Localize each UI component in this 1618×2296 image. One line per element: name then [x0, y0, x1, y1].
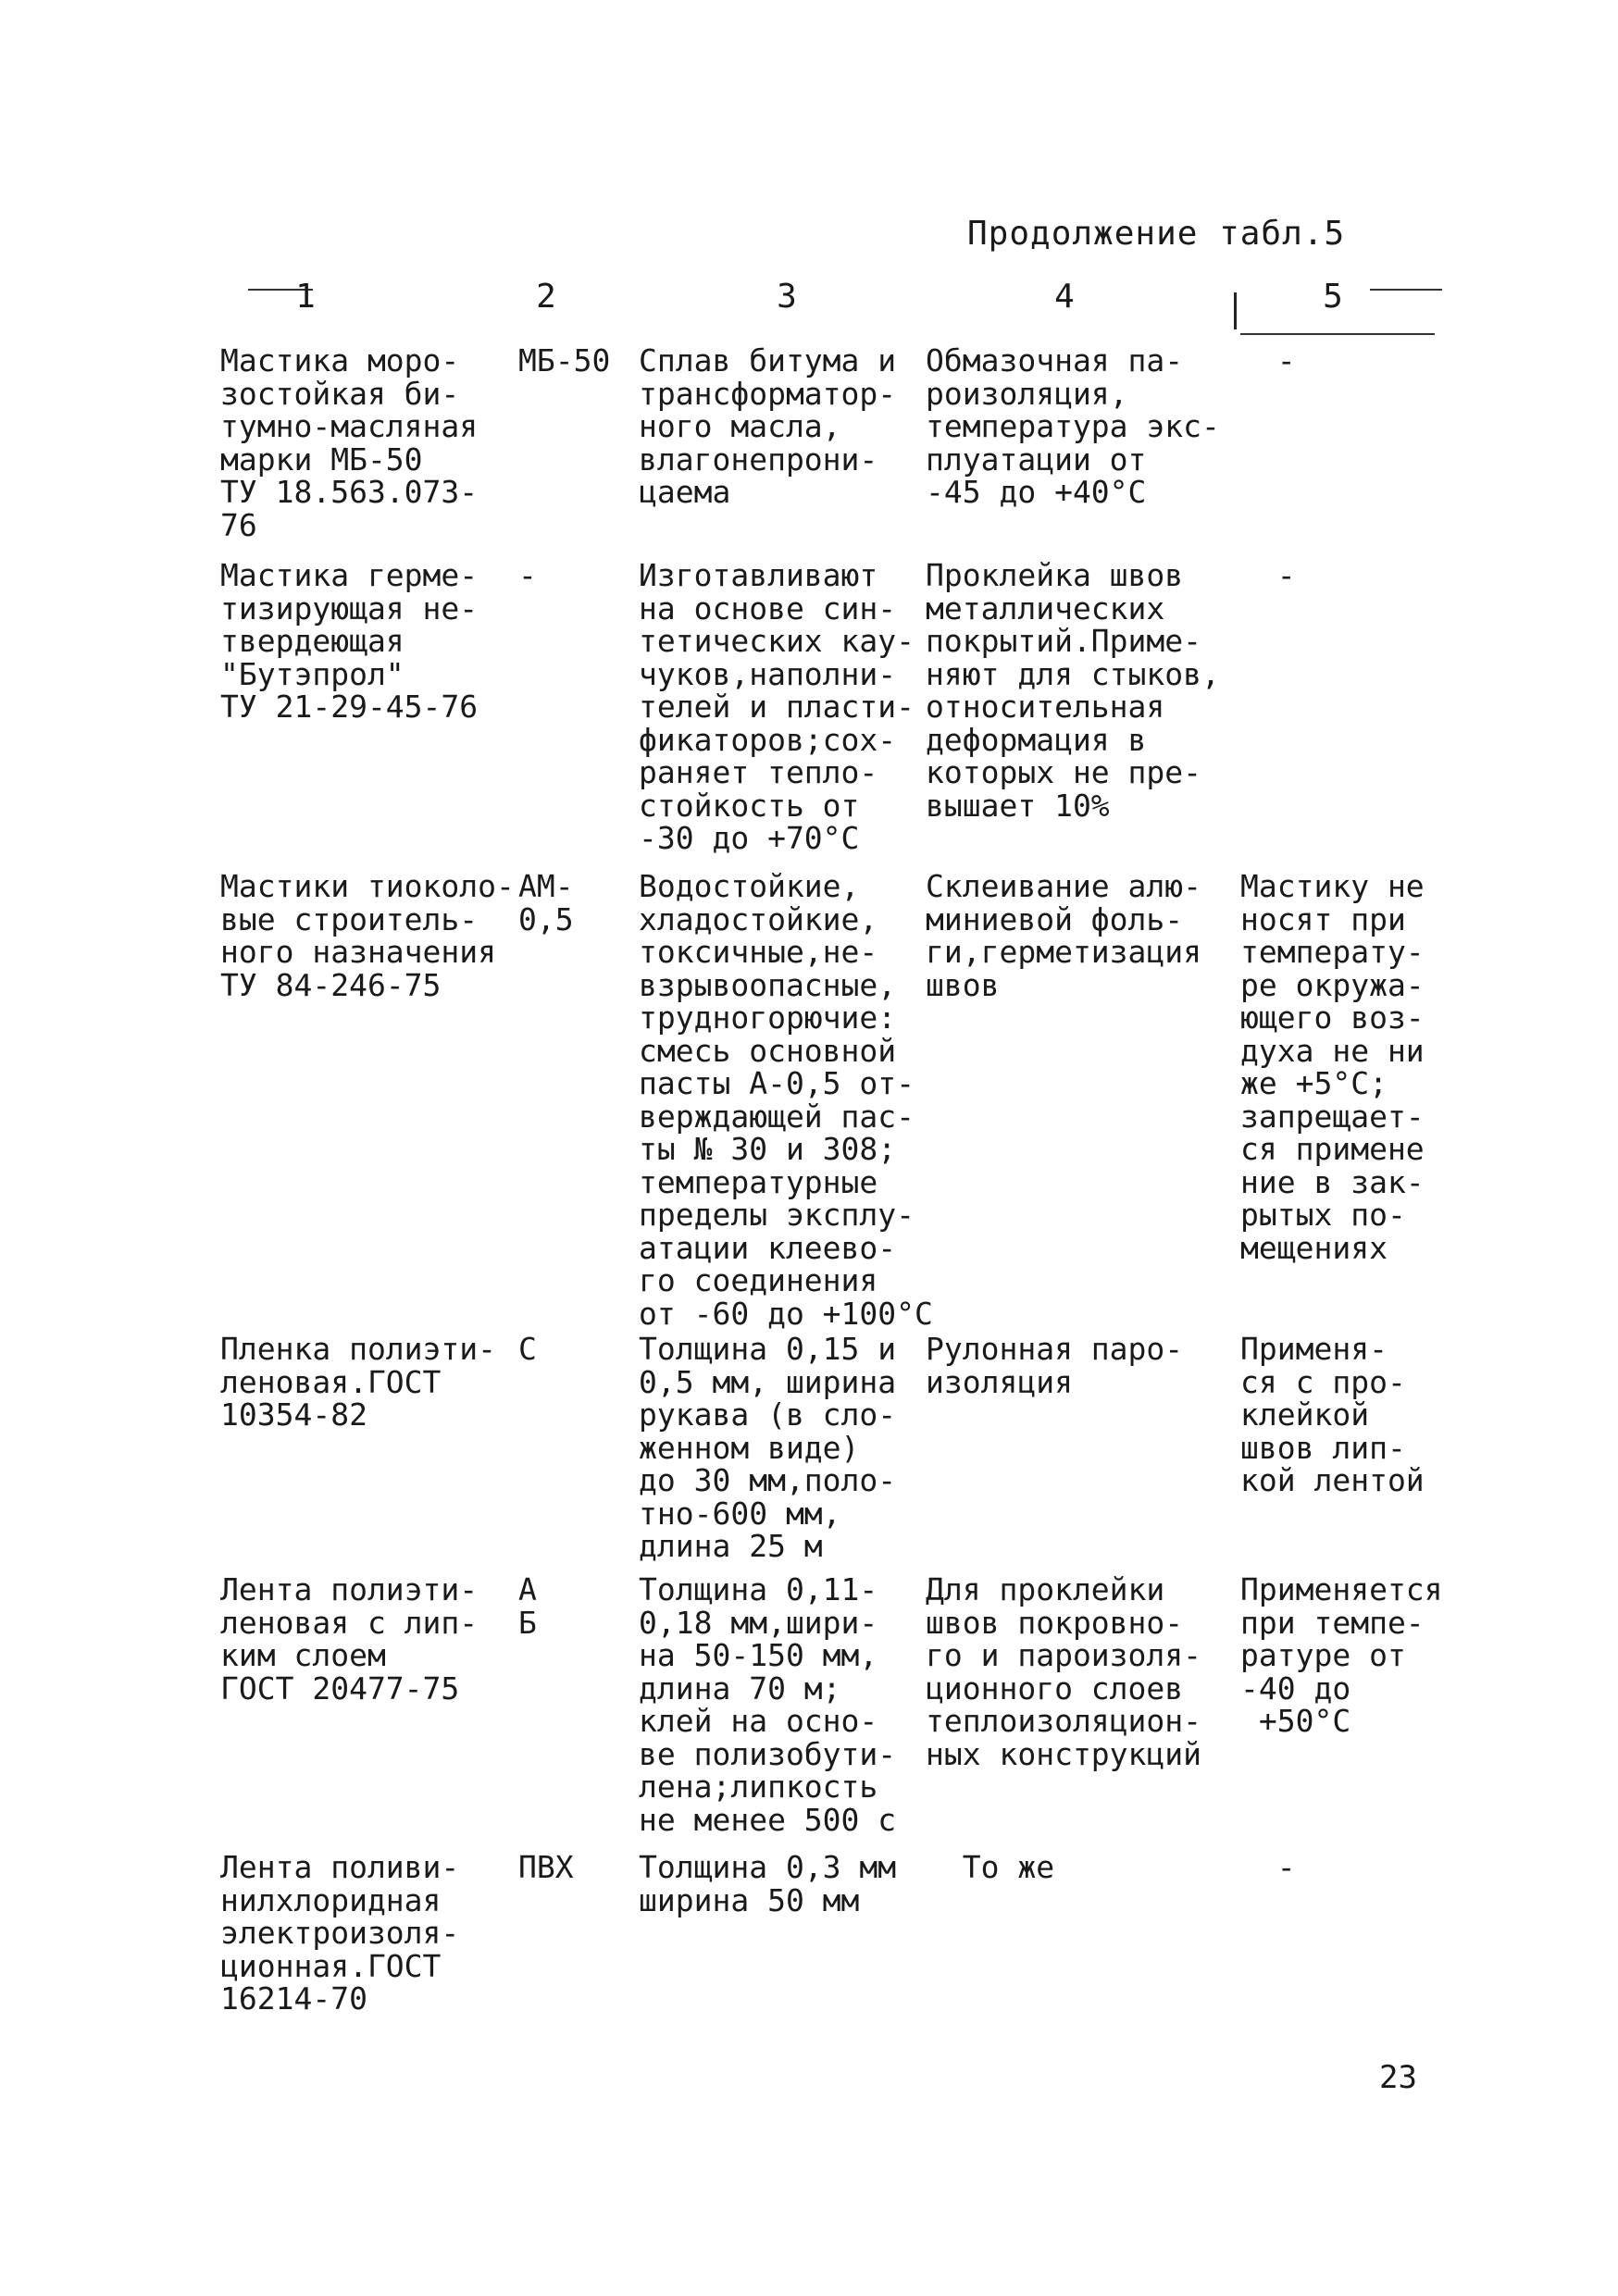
grade-cell: А Б [518, 1571, 537, 1641]
continuation-caption: Продолжение табл.5 [967, 215, 1346, 253]
column-number-1: 1 [295, 278, 316, 316]
grade-cell: МБ-50 [518, 342, 611, 379]
column-number-4: 4 [1054, 278, 1075, 316]
material-name-cell: Пленка полиэти- леновая.ГОСТ 10354-82 [220, 1331, 497, 1433]
grade-cell: АМ- 0,5 [518, 868, 574, 937]
column-number-3: 3 [777, 278, 797, 316]
grade-cell: ПВХ [518, 1849, 574, 1885]
notes-cell: - [1240, 557, 1296, 593]
material-name-cell: Мастика моро- зостойкая би- тумно-масляная марки МБ-50 ТУ 18.563.073- 76 [220, 342, 479, 543]
characteristics-cell: Толщина 0,11- 0,18 мм,шири- на 50-150 мм, длина 70 м; клей на осно- ве полизобути- лена;липкость не менее 500 с [639, 1571, 897, 1838]
characteristics-cell: Изготавливают на основе син- тетических кау- чуков,наполни- телей и пласти- фикаторов;сох- раняет тепло- стойкость от -30 до +70°С [639, 557, 915, 856]
page-number: 23 [1379, 2059, 1417, 2096]
column-divider [1234, 292, 1237, 329]
material-name-cell: Мастики тиоколо- вые строитель- ного назначения ТУ 84-246-75 [220, 868, 515, 1003]
notes-cell: Мастику не носят при температу- ре окружа- ющего воз- духа не ни же +5°С; запрещает- ся примене ние в зак- рытых по- мещениях [1240, 868, 1425, 1266]
application-cell: То же [926, 1849, 1055, 1885]
characteristics-cell: Сплав битума и трансформатор- ного масла, влагонепрони- цаема [639, 342, 897, 510]
application-cell: Обмазочная па- роизоляция, температура экс- плуатации от -45 до +40°С [926, 342, 1220, 510]
notes-cell: - [1240, 342, 1296, 379]
notes-cell: - [1240, 1849, 1296, 1885]
characteristics-cell: Толщина 0,15 и 0,5 мм, ширина рукава (в сло- женном виде) до 30 мм,поло- тно-600 мм, длина 25 м [639, 1331, 897, 1564]
notes-cell: Применя- ся с про- клейкой швов лип- кой лентой [1240, 1331, 1425, 1498]
application-cell: Рулонная паро- изоляция [926, 1331, 1184, 1400]
notes-cell: Применяется при темпе- ратуре от -40 до +50°С [1240, 1571, 1443, 1739]
application-cell: Склеивание алю- миниевой фоль- ги,герметизация швов [926, 868, 1202, 1003]
column-number-2: 2 [536, 278, 556, 316]
characteristics-cell: Толщина 0,3 мм ширина 50 мм [639, 1849, 897, 1918]
application-cell: Проклейка швов металлических покрытий.Приме- няют для стыков, относительная деформация в которых не пре- вышает 10% [926, 557, 1220, 824]
column-number-5: 5 [1323, 278, 1343, 316]
material-name-cell: Лента поливи- нилхлоридная электроизоля- ционная.ГОСТ 16214-70 [220, 1849, 460, 2017]
characteristics-cell: Водостойкие, хладостойкие, токсичные,не- взрывоопасные, трудногорючие: смесь основной пасты А-0,5 от- верждающей пас- ты № 30 и 308; температурные пределы эксплу- атации клеево- го соединения от -60 до +100°С [639, 868, 933, 1332]
header-underline [1240, 333, 1435, 335]
grade-cell: С [518, 1331, 537, 1367]
material-name-cell: Мастика герме- тизирующая не- твердеющая "Бутэпрол" ТУ 21-29-45-76 [220, 557, 479, 725]
grade-cell: - [518, 557, 537, 593]
header-rule [1370, 289, 1442, 291]
material-name-cell: Лента полиэти- леновая с лип- ким слоем ГОСТ 20477-75 [220, 1571, 479, 1706]
application-cell: Для проклейки швов покровно- го и пароизоля- ционного слоев теплоизоляцион- ных конструкций [926, 1571, 1202, 1772]
